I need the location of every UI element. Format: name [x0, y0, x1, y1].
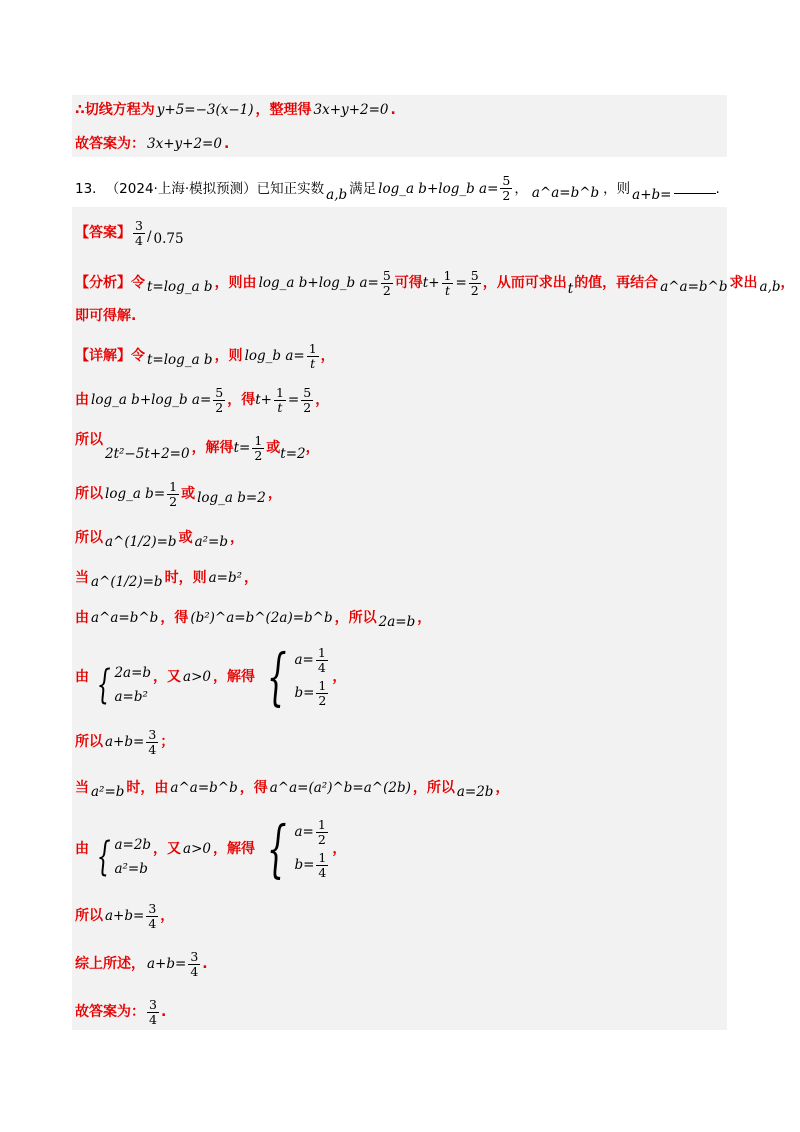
analysis-frac-1-t: $\frac{1}{t}$ — [443, 267, 452, 298]
detail-l8-sol-b: b= $\frac{1}{2}$ — [294, 678, 327, 708]
detail-l11-cond: a>0 — [183, 841, 211, 857]
detail-l11-sys1: a=2b — [114, 837, 152, 853]
detail-l10-dang: 当 — [75, 780, 89, 796]
detail-line-4 — [75, 476, 282, 512]
detail-l5-eq1: a^(1/2)=b — [105, 534, 177, 550]
detail-l1-text: ，则 — [214, 348, 243, 364]
detail-l3-frac: $\frac{1}{2}$ — [254, 432, 263, 463]
detail-l11-you: 由 — [75, 841, 89, 857]
detail-l10-eq4: a=2b — [456, 784, 494, 800]
detail-l4-frac: $\frac{1}{2}$ — [169, 478, 178, 509]
detail-l10-eq3: a^a=(a²)^b=a^(2b) — [269, 780, 411, 796]
prev-answer-eq: 3x+y+2=0 — [147, 136, 222, 152]
detail-l2-end: ， — [315, 392, 330, 408]
detail-l10-end: ， — [495, 780, 510, 796]
left-brace-icon: { — [266, 640, 287, 713]
detail-l4-suoyi: 所以 — [75, 486, 103, 502]
detail-l9-frac: $\frac{3}{4}$ — [148, 726, 157, 757]
detail-l13-eq: a+b= — [147, 956, 187, 972]
analysis-t1: ，则由 — [214, 275, 257, 291]
detail-l4-huo: 或 — [181, 486, 196, 502]
prev-answer-label: 故答案为： — [75, 136, 145, 152]
detail-l14-label: 故答案为： — [75, 1004, 145, 1020]
question-vars: a,b — [326, 186, 348, 203]
detail-l3-huo: 或 — [266, 440, 281, 456]
detail-line-12 — [75, 898, 174, 934]
detail-l11-sol-b: b= $\frac{1}{4}$ — [294, 850, 327, 880]
detail-l5-suoyi: 所以 — [75, 530, 103, 546]
detail-l5-end: ， — [230, 530, 244, 546]
analysis-frac-5-2b: $\frac{5}{2}$ — [470, 267, 479, 298]
detail-l8-you2: ，又 — [153, 669, 182, 685]
analysis-t6: ， — [780, 275, 795, 291]
organize-label: ，整理得 — [255, 102, 312, 118]
detail-label: 【详解】令 — [75, 348, 145, 364]
detail-l9-end: ； — [160, 734, 175, 750]
detail-line-11 — [75, 812, 346, 886]
detail-l11-system — [91, 835, 151, 879]
answer-label: 【答案】 — [75, 225, 131, 241]
question-text-3: ，则 — [603, 180, 631, 197]
organize-eq: 3x+y+2=0 — [313, 102, 389, 118]
detail-l10-shi: 时，由 — [126, 780, 169, 796]
detail-l2-frac-5-2b: $\frac{5}{2}$ — [303, 384, 312, 415]
detail-l5-eq2: a²=b — [194, 534, 228, 550]
analysis-t5: 求出 — [729, 275, 758, 291]
tangent-line — [75, 100, 396, 120]
analysis-eq-sign: = — [455, 275, 467, 291]
question-text-2: 满足 — [349, 180, 377, 197]
detail-l6-eq2: a=b² — [208, 570, 242, 586]
detail-l4-eq1: log_a b= — [105, 486, 166, 502]
analysis-expr3: a^a=b^b — [660, 279, 728, 295]
detail-line-2 — [75, 382, 329, 418]
detail-line-5 — [75, 522, 244, 554]
detail-l2-expr: log_a b+log_b a= — [91, 392, 212, 408]
detail-l7-eq3: 2a=b — [378, 614, 416, 630]
analysis-expr2: t+ — [422, 275, 440, 291]
analysis-line-1 — [75, 265, 795, 301]
question-cond2: a^a=b^b — [531, 184, 600, 201]
left-brace-icon: { — [266, 812, 287, 885]
detail-l8-cond: a>0 — [183, 669, 211, 685]
detail-l10-eq: a²=b — [91, 784, 125, 800]
detail-l11-jie: ，解得 — [213, 841, 255, 857]
analysis-t-var: t — [567, 281, 574, 297]
question-text-1: 已知正实数 — [256, 180, 325, 197]
detail-l1-eq: log_b a= — [244, 348, 305, 364]
question-end: . — [715, 180, 720, 197]
detail-l3-eq: 2t²−5t+2=0 — [105, 446, 190, 462]
detail-l9-eq: a+b= — [105, 734, 145, 750]
analysis-t2: 可得 — [394, 275, 423, 291]
analysis-vars: a,b — [759, 279, 781, 295]
detail-l12-frac: $\frac{3}{4}$ — [148, 900, 157, 931]
question-13 — [75, 174, 720, 203]
detail-line-8 — [75, 640, 346, 714]
detail-l12-suoyi: 所以 — [75, 908, 103, 924]
detail-l11-solution — [257, 812, 330, 885]
detail-line-1 — [75, 338, 335, 374]
detail-l4-end: ， — [267, 486, 282, 502]
detail-l2-eq: = — [287, 392, 300, 408]
detail-line-10 — [75, 772, 509, 804]
question-cond1-frac: $\frac{5}{2}$ — [502, 173, 511, 203]
detail-l13-end: . — [202, 956, 208, 972]
tangent-eq: y+5=−3(x−1) — [156, 102, 254, 118]
detail-l14-end: . — [160, 1004, 167, 1020]
detail-l6-eq: a^(1/2)=b — [91, 574, 163, 590]
detail-l8-sys1: 2a=b — [114, 665, 152, 681]
detail-l2-frac: $\frac{5}{2}$ — [215, 384, 224, 415]
detail-line-9 — [75, 724, 174, 760]
detail-l11-you2: ，又 — [153, 841, 182, 857]
detail-l8-sol-a: a= $\frac{1}{4}$ — [294, 645, 326, 675]
answer-slash: / — [146, 229, 152, 245]
analysis-t4: 的值，再结合 — [574, 275, 659, 291]
detail-l8-sys2: a=b² — [114, 689, 148, 705]
detail-l7-end: ， — [417, 610, 432, 626]
left-brace-icon: { — [96, 834, 111, 880]
question-source: （2024·上海·模拟预测） — [105, 180, 257, 197]
detail-l7-eq2: (b²)^a=b^(2a)=b^b — [190, 610, 333, 626]
tangent-label: ∴切线方程为 — [75, 102, 155, 118]
detail-l8-solution — [257, 640, 330, 713]
detail-line-7 — [75, 602, 431, 634]
prev-answer-line — [75, 134, 229, 154]
detail-l3-t: t= — [233, 440, 251, 456]
detail-l8-end: ， — [332, 669, 347, 685]
analysis-frac-5-2: $\frac{5}{2}$ — [382, 267, 391, 298]
detail-l3-t2: t=2 — [280, 446, 306, 462]
detail-l1-end: ， — [320, 348, 335, 364]
question-target: a+b= — [632, 186, 672, 203]
detail-l10-de: ，得 — [239, 780, 268, 796]
question-comma: ， — [514, 180, 528, 197]
detail-l10-eq2: a^a=b^b — [170, 780, 238, 796]
detail-l7-eq1: a^a=b^b — [91, 610, 159, 626]
detail-l9-suoyi: 所以 — [75, 734, 103, 750]
detail-line-3 — [75, 428, 320, 468]
analysis-line2: 即可得解. — [75, 308, 137, 324]
detail-l3-end: ， — [305, 440, 320, 456]
detail-l8-you: 由 — [75, 669, 89, 685]
detail-l2-frac-1t: $\frac{1}{t}$ — [275, 384, 284, 415]
detail-t-def: t=log_a b — [147, 352, 213, 368]
detail-l8-system — [91, 663, 151, 707]
left-brace-icon: { — [96, 662, 111, 708]
detail-l1-frac: $\frac{1}{t}$ — [308, 340, 317, 371]
analysis-line-2 — [75, 306, 136, 326]
detail-l12-end: ， — [160, 908, 175, 924]
analysis-t-def: t=log_a b — [147, 279, 213, 295]
detail-l13-frac: $\frac{3}{4}$ — [190, 948, 199, 979]
answer-blank — [674, 183, 716, 194]
prev-answer-end: . — [223, 136, 230, 152]
detail-l10-suoyi: ，所以 — [412, 780, 455, 796]
answer-line — [75, 215, 184, 251]
detail-l8-jie: ，解得 — [213, 669, 255, 685]
detail-l11-sys2: a²=b — [114, 861, 148, 877]
detail-l6-shi: 时，则 — [164, 570, 207, 586]
detail-l5-huo: 或 — [178, 530, 193, 546]
question-number: 13． — [75, 180, 106, 197]
detail-l4-eq2: log_a b=2 — [197, 490, 266, 506]
detail-l6-end: ， — [244, 570, 258, 586]
detail-l13-label: 综上所述， — [75, 956, 145, 972]
organize-end: . — [390, 102, 396, 118]
detail-l2-expr2: t+ — [255, 392, 272, 408]
answer-decimal: 0.75 — [153, 231, 184, 247]
detail-l7-suoyi: ，所以 — [334, 610, 377, 626]
question-cond1: log_a b+log_b a= — [378, 180, 499, 197]
detail-l3-suoyi: 所以 — [75, 432, 103, 448]
detail-l11-sol-a: a= $\frac{1}{2}$ — [294, 817, 326, 847]
detail-l12-eq: a+b= — [105, 908, 145, 924]
analysis-t3: ，从而可求出 — [482, 275, 567, 291]
detail-l2-you: 由 — [75, 392, 89, 408]
detail-line-13 — [75, 946, 208, 982]
answer-frac: $\frac{3}{4}$ — [135, 217, 143, 248]
detail-l3-jie: ，解得 — [191, 440, 234, 456]
detail-line-6 — [75, 562, 258, 594]
detail-line-14 — [75, 994, 166, 1030]
detail-l11-end: ， — [332, 841, 347, 857]
analysis-expr: log_a b+log_b a= — [258, 275, 379, 291]
detail-l2-de: ，得 — [227, 392, 256, 408]
detail-l6-dang: 当 — [75, 570, 89, 586]
analysis-label: 【分析】令 — [75, 275, 145, 291]
detail-l14-frac: $\frac{3}{4}$ — [149, 996, 157, 1027]
detail-l7-de: ，得 — [160, 610, 189, 626]
detail-l7-you: 由 — [75, 610, 89, 626]
